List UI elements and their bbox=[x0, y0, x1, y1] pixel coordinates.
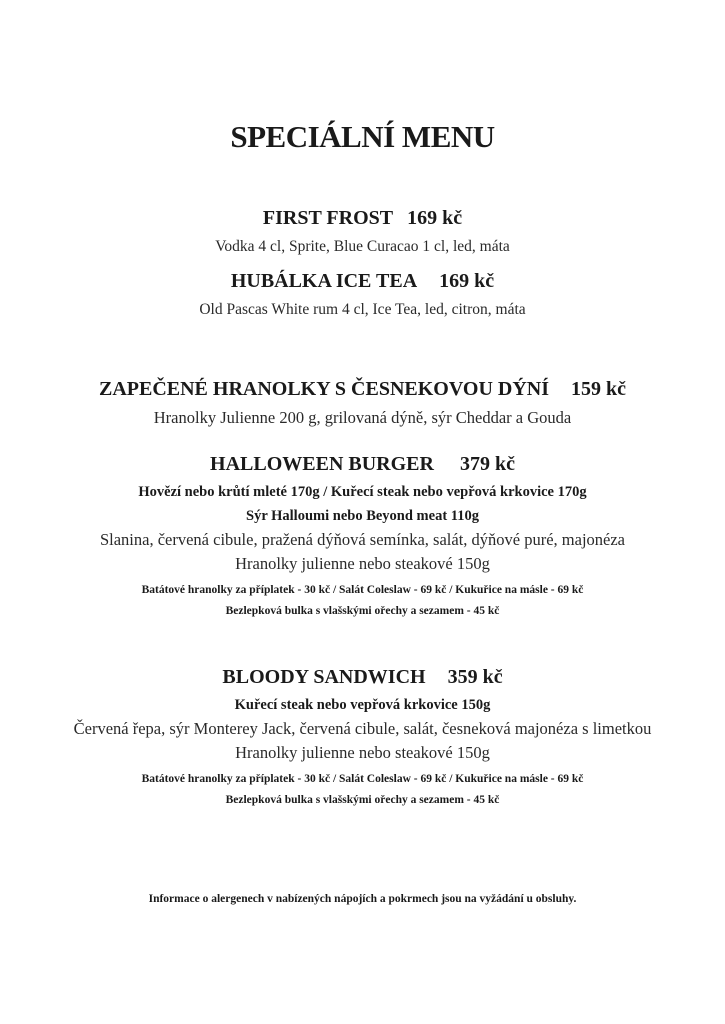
item-description: Hranolky Julienne 200 g, grilovaná dýně, sýr Cheddar a Gouda bbox=[153, 408, 572, 427]
item-protein-options: Kuřecí steak nebo vepřová krkovice 150g bbox=[234, 697, 491, 713]
item-price: 169 kč bbox=[407, 207, 463, 229]
drink-heading bbox=[40, 205, 685, 231]
food-item-halloween-burger bbox=[40, 451, 685, 622]
food-heading bbox=[40, 376, 685, 402]
drink-item-hubalka-ice-tea bbox=[40, 268, 685, 322]
item-name: BLOODY SANDWICH bbox=[222, 666, 426, 688]
item-name: FIRST FROST bbox=[262, 207, 394, 229]
allergen-note: Informace o alergenech v nabízených nápojích a pokrmech jsou na vyžádání u obsluhy. bbox=[148, 893, 577, 905]
food-item-fries bbox=[40, 376, 685, 430]
item-price: 379 kč bbox=[459, 453, 515, 475]
item-description: Slanina, červená cibule, pražená dýňová semínka, salát, dýňové puré, majonéza bbox=[99, 530, 626, 549]
item-price: 159 kč bbox=[571, 378, 627, 400]
food-heading bbox=[40, 664, 685, 690]
item-extras-bun: Bezlepková bulka s vlašskými ořechy a sezamem - 45 kč bbox=[225, 605, 500, 617]
food-heading bbox=[40, 451, 685, 477]
item-name: ZAPEČENÉ HRANOLKY S ČESNEKOVOU DÝNÍ bbox=[98, 378, 550, 400]
item-name: HUBÁLKA ICE TEA bbox=[230, 270, 418, 292]
item-name: HALLOWEEN BURGER bbox=[210, 453, 434, 475]
item-side: Hranolky julienne nebo steakové 150g bbox=[235, 554, 490, 573]
item-side: Hranolky julienne nebo steakové 150g bbox=[235, 743, 490, 762]
drink-heading bbox=[40, 268, 685, 294]
page-title: SPECIÁLNÍ MENU bbox=[230, 119, 495, 154]
food-item-bloody-sandwich bbox=[40, 664, 685, 811]
item-price: 359 kč bbox=[447, 666, 503, 688]
item-extras: Batátové hranolky za příplatek - 30 kč / Salát Coleslaw - 69 kč / Kukuřice na másle - 69 kč bbox=[141, 773, 584, 785]
item-extras-bun: Bezlepková bulka s vlašskými ořechy a sezamem - 45 kč bbox=[225, 794, 500, 806]
item-description: Old Pascas White rum 4 cl, Ice Tea, led, citron, máta bbox=[199, 301, 526, 318]
item-extras: Batátové hranolky za příplatek - 30 kč / Salát Coleslaw - 69 kč / Kukuřice na másle - 69 kč bbox=[141, 584, 584, 596]
item-description: Červená řepa, sýr Monterey Jack, červená cibule, salát, česneková majonéza s limetkou bbox=[73, 719, 652, 738]
drink-item-first-frost bbox=[40, 205, 685, 259]
item-protein-options: Hovězí nebo krůtí mleté 170g / Kuřecí steak nebo vepřová krkovice 170g bbox=[138, 484, 587, 500]
item-description: Vodka 4 cl, Sprite, Blue Curacao 1 cl, led, máta bbox=[215, 238, 510, 255]
item-vegetarian-options: Sýr Halloumi nebo Beyond meat 110g bbox=[246, 508, 479, 524]
item-price: 169 kč bbox=[439, 270, 495, 292]
